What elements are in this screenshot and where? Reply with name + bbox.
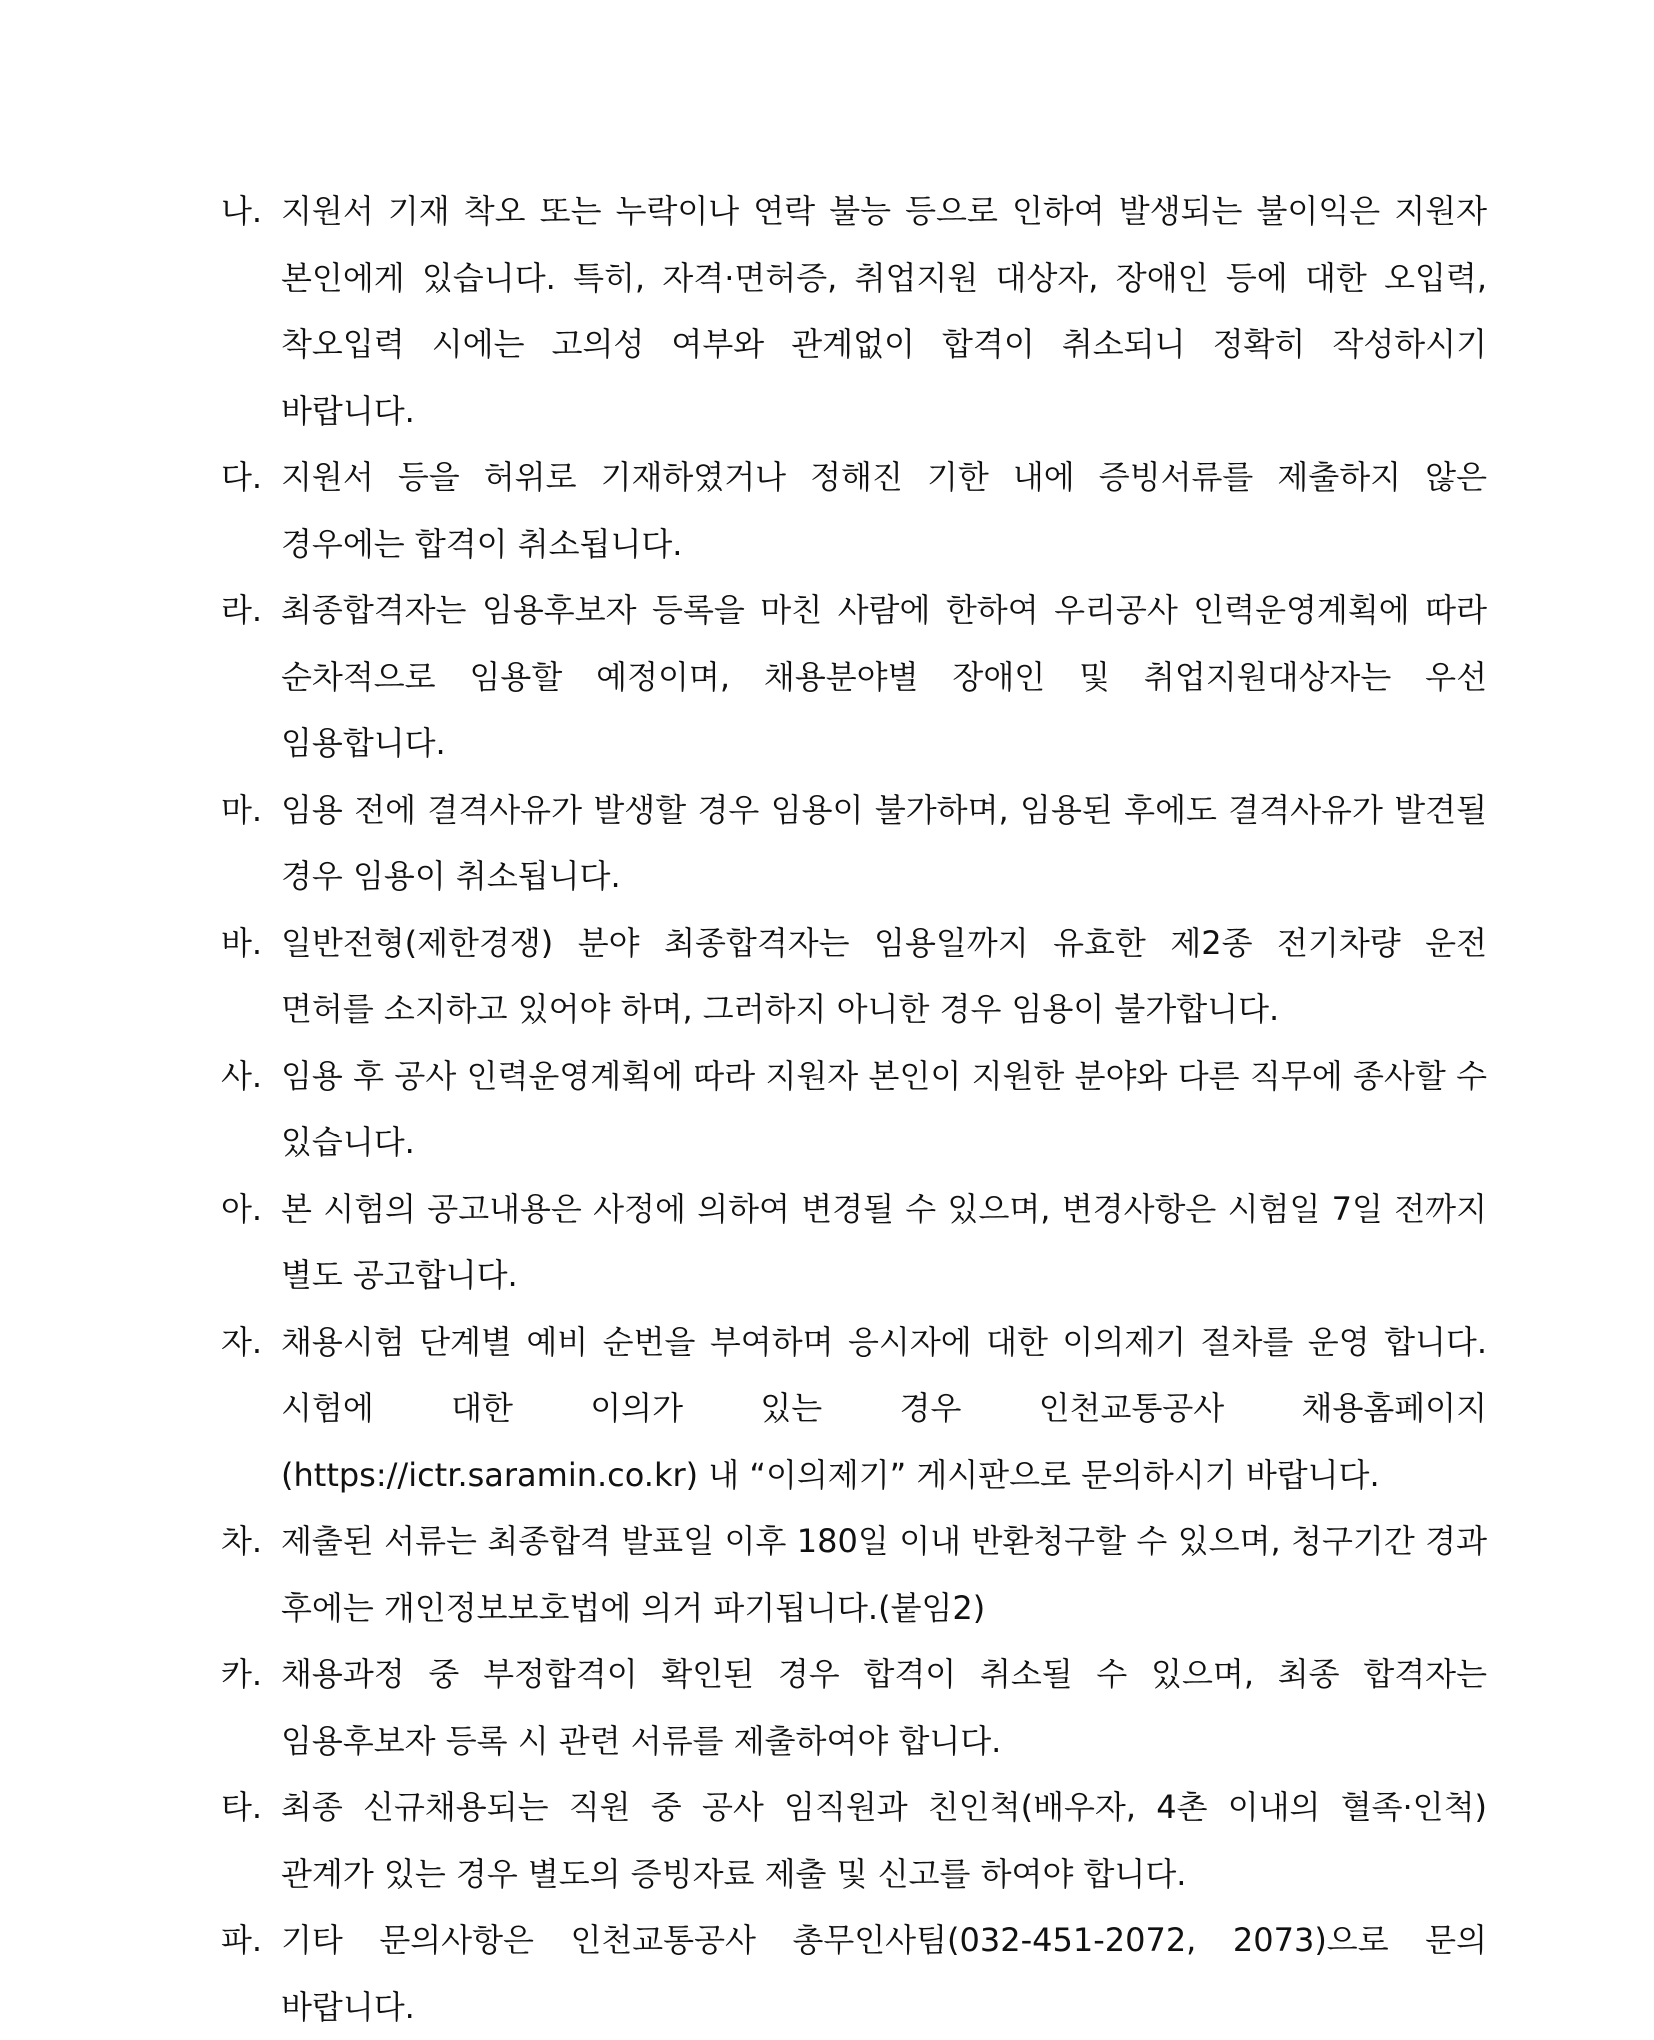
item-text: 임용 후 공사 인력운영계획에 따라 지원자 본인이 지원한 분야와 다른 직무에 종사할 수 있습니다.: [281, 1056, 1487, 1161]
item-marker: 라.: [221, 591, 263, 629]
item-text: 임용 전에 결격사유가 발생할 경우 임용이 불가하며, 임용된 후에도 결격사유가 발견될 경우 임용이 취소됩니다.: [281, 790, 1487, 895]
notice-item-na: [221, 178, 1487, 444]
item-marker: 사.: [221, 1056, 263, 1095]
item-text: 제출된 서류는 최종합격 발표일 이후 180일 이내 반환청구할 수 있으며, 청구기간 경과 후에는 개인정보보호법에 의거 파기됩니다.(붙임2): [281, 1522, 1487, 1627]
notice-item-ka: [221, 1641, 1487, 1774]
item-marker: 아.: [221, 1189, 263, 1228]
notice-item-ma: [221, 777, 1487, 910]
item-marker: 파.: [221, 1921, 263, 1959]
item-text: 최종 신규채용되는 직원 중 공사 임직원과 친인척(배우자, 4촌 이내의 혈족·인척) 관계가 있는 경우 별도의 증빙자료 제출 및 신고를 하여야 합니다.: [281, 1788, 1487, 1893]
item-text: 본 시험의 공고내용은 사정에 의하여 변경될 수 있으며, 변경사항은 시험일 7일 전까지 별도 공고합니다.: [281, 1189, 1487, 1294]
notice-list: [221, 178, 1487, 2040]
notice-item-a: [221, 1176, 1487, 1309]
item-marker: 바.: [221, 923, 263, 962]
item-marker: 차.: [221, 1522, 263, 1560]
notice-item-ra: [221, 577, 1487, 777]
item-marker: 나.: [221, 192, 263, 230]
item-text: 지원서 등을 허위로 기재하였거나 정해진 기한 내에 증빙서류를 제출하지 않은 경우에는 합격이 취소됩니다.: [281, 458, 1487, 563]
item-marker: 카.: [221, 1655, 263, 1693]
notice-item-sa: [221, 1043, 1487, 1176]
notice-item-ja: [221, 1309, 1487, 1509]
item-text: 지원서 기재 착오 또는 누락이나 연락 불능 등으로 인하여 발생되는 불이익은 지원자 본인에게 있습니다. 특히, 자격·면허증, 취업지원 대상자, 장애인 등에 대한 오입력, 착오입력 시에는 고의성 여부와 관계없이 합격이 취소되니 정확히 작성하시기 바랍니다.: [281, 192, 1487, 430]
item-marker: 자.: [221, 1322, 263, 1361]
notice-item-pa: [221, 1907, 1487, 2040]
notice-item-ta: [221, 1774, 1487, 1907]
notice-item-cha: [221, 1508, 1487, 1641]
item-text: 채용과정 중 부정합격이 확인된 경우 합격이 취소될 수 있으며, 최종 합격자는 임용후보자 등록 시 관련 서류를 제출하여야 합니다.: [281, 1655, 1487, 1760]
item-text: 채용시험 단계별 예비 순번을 부여하며 응시자에 대한 이의제기 절차를 운영 합니다. 시험에 대한 이의가 있는 경우 인천교통공사 채용홈페이지 (https://ictr.saramin.co.kr) 내 “이의제기” 게시판으로 문의하시기 바랍니다.: [281, 1322, 1487, 1494]
item-marker: 마.: [221, 790, 263, 829]
item-text: 일반전형(제한경쟁) 분야 최종합격자는 임용일까지 유효한 제2종 전기차량 운전 면허를 소지하고 있어야 하며, 그러하지 아니한 경우 임용이 불가합니다.: [281, 923, 1487, 1028]
item-marker: 타.: [221, 1788, 263, 1826]
notice-item-da: [221, 444, 1487, 577]
item-text: 최종합격자는 임용후보자 등록을 마친 사람에 한하여 우리공사 인력운영계획에 따라 순차적으로 임용할 예정이며, 채용분야별 장애인 및 취업지원대상자는 우선 임용합니다.: [281, 591, 1487, 762]
notice-item-ba: [221, 910, 1487, 1043]
item-text: 기타 문의사항은 인천교통공사 총무인사팀(032-451-2072, 2073)으로 문의 바랍니다.: [281, 1921, 1487, 2026]
item-marker: 다.: [221, 458, 263, 496]
